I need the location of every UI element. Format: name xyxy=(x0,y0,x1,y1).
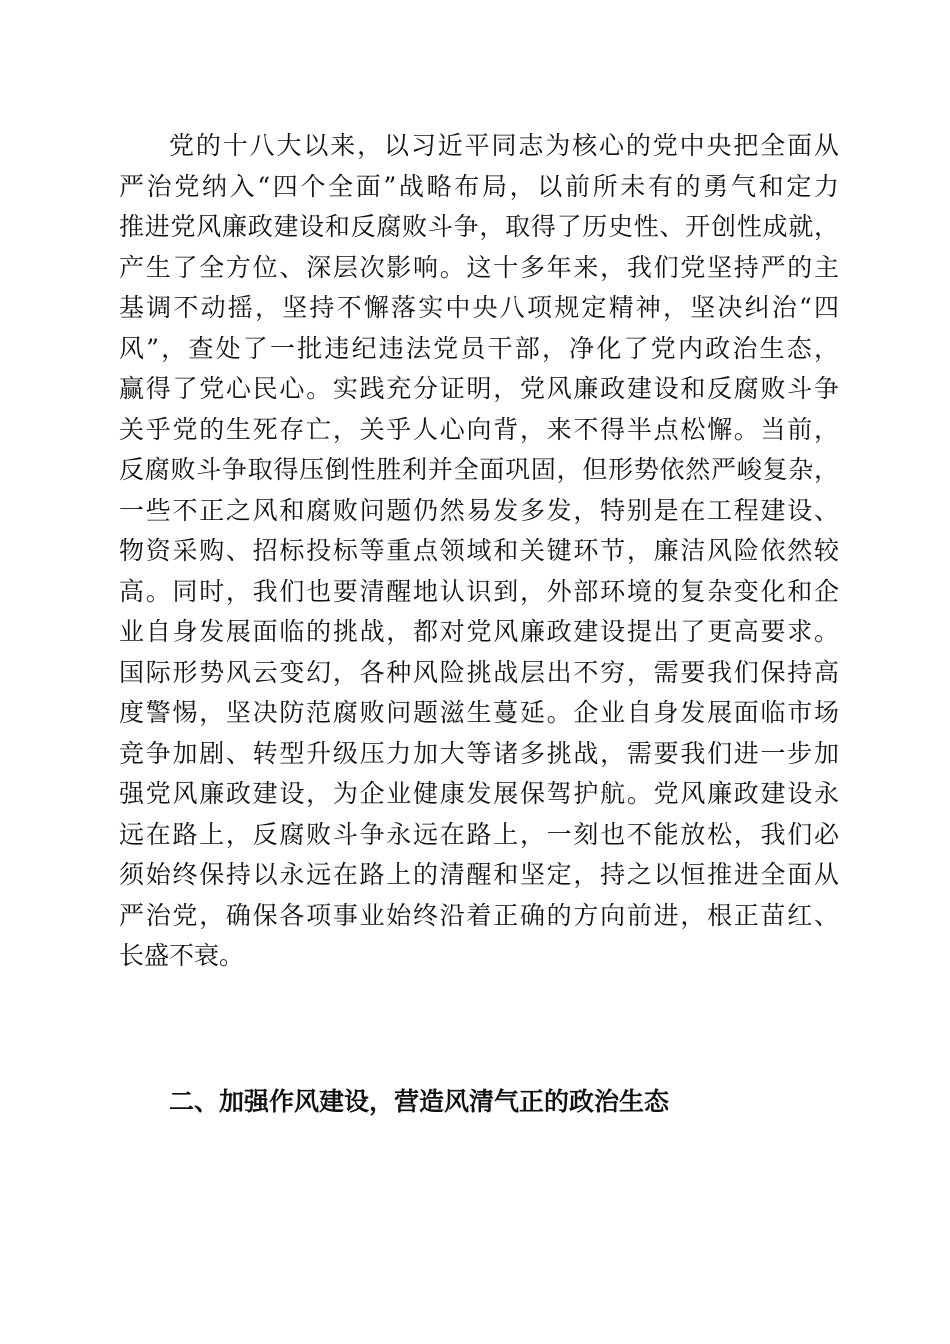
paragraph-line: 关乎党的生死存亡，关乎人心向背，来不得半点松懈。当前， xyxy=(119,414,839,444)
paragraph-line: 远在路上，反腐败斗争永远在路上，一刻也不能放松，我们必 xyxy=(119,819,839,849)
paragraph-line: 一些不正之风和腐败问题仍然易发多发，特别是在工程建设、 xyxy=(119,495,839,525)
paragraph-line: 推进党风廉政建设和反腐败斗争，取得了历史性、开创性成就， xyxy=(119,212,839,241)
paragraph-line: 反腐败斗争取得压倒性胜利并全面巩固，但形势依然严峻复杂， xyxy=(119,455,839,484)
paragraph-line: 产生了全方位、深层次影响。这十多年来，我们党坚持严的主 xyxy=(119,252,839,282)
body-paragraph xyxy=(119,126,839,977)
paragraph-line: 基调不动摇，坚持不懈落实中央八项规定精神，坚决纠治“四 xyxy=(119,293,839,322)
paragraph-line: 党的十八大以来，以习近平同志为核心的党中央把全面从 xyxy=(169,131,839,160)
section-heading: 二、加强作风建设，营造风清气正的政治生态 xyxy=(169,1087,670,1116)
paragraph-line: 物资采购、招标投标等重点领域和关键环节，廉洁风险依然较 xyxy=(119,536,839,565)
paragraph-line: 严治党，确保各项事业始终沿着正确的方向前进，根正苗红、 xyxy=(119,900,839,930)
paragraph-line: 长盛不衰。 xyxy=(119,941,245,970)
paragraph-line: 业自身发展面临的挑战，都对党风廉政建设提出了更高要求。 xyxy=(119,617,839,646)
paragraph-line: 国际形势风云变幻，各种风险挑战层出不穷，需要我们保持高 xyxy=(119,657,839,687)
paragraph-line: 竞争加剧、转型升级压力加大等诸多挑战，需要我们进一步加 xyxy=(119,738,839,768)
paragraph-line: 强党风廉政建设，为企业健康发展保驾护航。党风廉政建设永 xyxy=(119,779,839,808)
paragraph-line: 须始终保持以永远在路上的清醒和坚定，持之以恒推进全面从 xyxy=(119,860,839,889)
paragraph-line: 高。同时，我们也要清醒地认识到，外部环境的复杂变化和企 xyxy=(119,576,839,606)
paragraph-line: 度警惕，坚决防范腐败问题滋生蔓延。企业自身发展面临市场 xyxy=(119,698,839,727)
paragraph-line: 严治党纳入“四个全面”战略布局，以前所未有的勇气和定力 xyxy=(119,171,839,201)
paragraph-line: 风”，查处了一批违纪违法党员干部，净化了党内政治生态， xyxy=(119,333,839,363)
paragraph-line: 赢得了党心民心。实践充分证明，党风廉政建设和反腐败斗争 xyxy=(119,374,839,403)
